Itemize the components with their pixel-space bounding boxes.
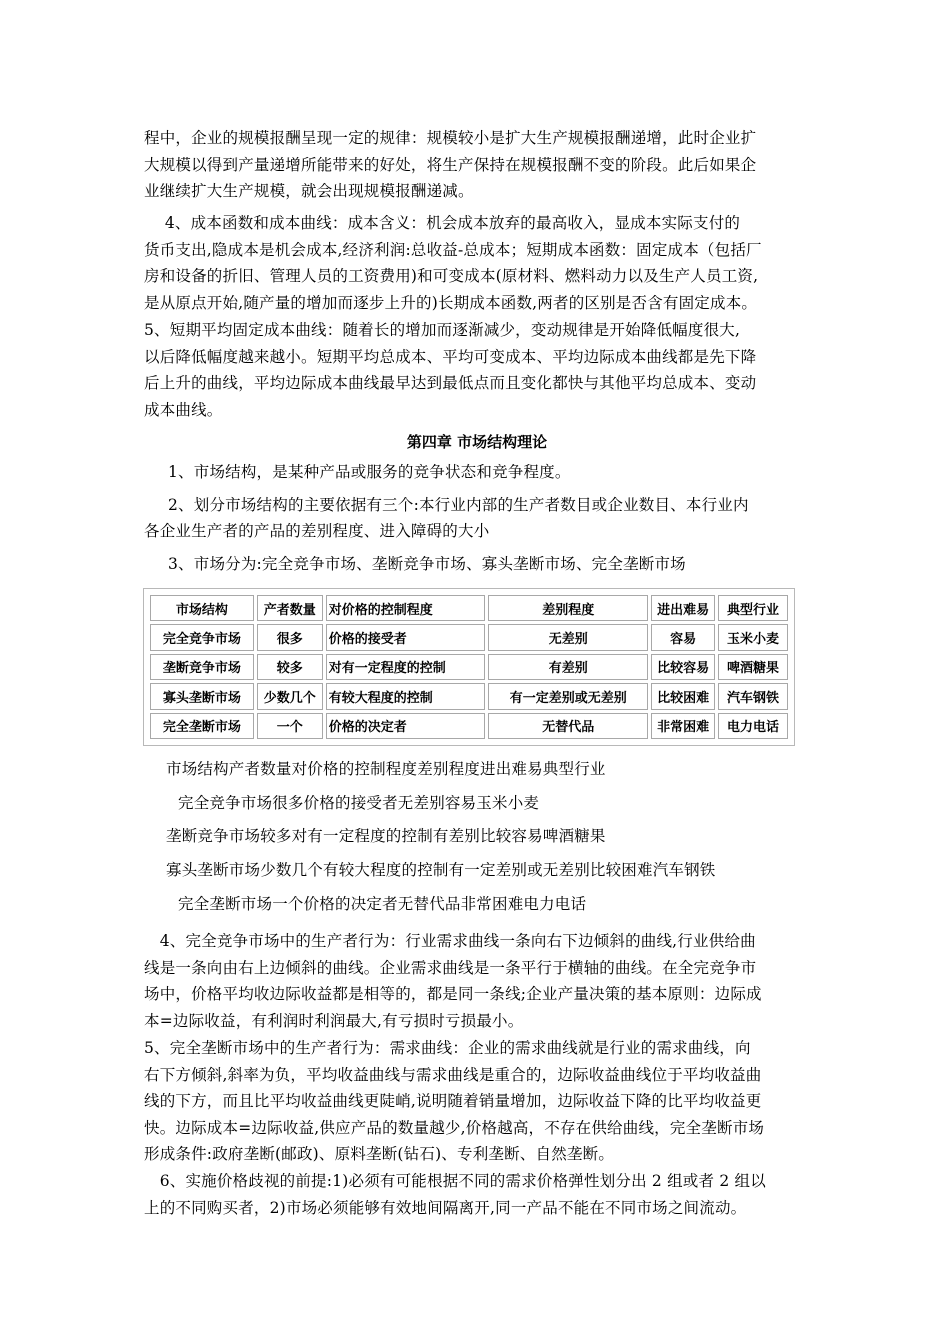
table-cell: 对价格的控制程度 <box>326 595 486 621</box>
table-cell: 汽车钢铁 <box>718 683 788 709</box>
paragraph-line: 线的下方，而且比平均收益曲线更陡峭,说明随着销量增加，边际收益下降的比平均收益更 <box>144 1092 762 1110</box>
paragraph-short-run-cost <box>144 317 810 423</box>
table-cell: 完全竞争市场 <box>150 624 254 650</box>
table-cell: 无差别 <box>488 624 648 650</box>
market-structure-table <box>143 588 795 746</box>
paragraph-line: 右下方倾斜,斜率为负，平均收益曲线与需求曲线是重合的，边际收益曲线位于平均收益曲 <box>144 1065 762 1084</box>
paragraph-line: 5、完全垄断市场中的生产者行为：需求曲线：企业的需求曲线就是行业的需求曲线，向 <box>144 1039 751 1057</box>
paragraph-line: 场中，价格平均收边际收益都是相等的，都是同一条线;企业产量决策的基本原则：边际成 <box>144 985 762 1003</box>
chapter-intro-line: 1、市场结构，是某种产品或服务的竞争状态和竞争程度。 <box>168 463 571 481</box>
chapter-title: 第四章 市场结构理论 <box>406 433 548 451</box>
paragraph-line: 形成条件:政府垄断(邮政)、原料垄断(钻石)、专利垄断、自然垄断。 <box>144 1145 615 1163</box>
table-cell: 有较大程度的控制 <box>326 683 486 709</box>
table-row <box>150 654 788 680</box>
table-cell: 有一定差别或无差别 <box>488 683 648 709</box>
paragraph-monopoly <box>144 1035 810 1168</box>
table-cell: 典型行业 <box>718 595 788 621</box>
table-cell: 非常困难 <box>651 713 715 739</box>
table-cell: 电力电话 <box>718 713 788 739</box>
table-cell: 差别程度 <box>488 595 648 621</box>
paragraph-cost-function <box>144 210 810 316</box>
paragraph-line: 以后降低幅度越来越小。短期平均总成本、平均可变成本、平均边际成本曲线都是先下降 <box>144 347 757 366</box>
paragraph-line: 线是一条向由右上边倾斜的曲线。企业需求曲线是一条平行于横轴的曲线。在全完竞争市 <box>144 958 757 977</box>
flat-table-line: 市场结构产者数量对价格的控制程度差别程度进出难易典型行业 <box>166 760 606 778</box>
flat-table-line: 寡头垄断市场少数几个有较大程度的控制有一定差别或无差别比较困难汽车钢铁 <box>166 861 716 879</box>
paragraph-line: 货币支出,隐成本是机会成本,经济利润:总收益-总成本；短期成本函数：固定成本（包括厂 <box>144 240 762 259</box>
table-row <box>150 683 788 709</box>
chapter-intro-line: 3、市场分为:完全竞争市场、垄断竞争市场、寡头垄断市场、完全垄断市场 <box>168 555 686 573</box>
table-row <box>150 624 788 650</box>
flat-table-line: 垄断竞争市场较多对有一定程度的控制有差别比较容易啤酒糖果 <box>166 827 606 845</box>
paragraph-line: 业继续扩大生产规模，就会出现规模报酬递减。 <box>144 182 474 200</box>
table-row <box>150 713 788 739</box>
table-cell: 很多 <box>257 624 323 650</box>
table-cell: 市场结构 <box>150 595 254 621</box>
paragraph-line: 程中，企业的规模报酬呈现一定的规律：规模较小是扩大生产规模报酬递增，此时企业扩 <box>144 129 757 147</box>
paragraph-price-discrimination <box>144 1168 810 1221</box>
table-cell: 玉米小麦 <box>718 624 788 650</box>
paragraph-line: 房和设备的折旧、管理人员的工资费用)和可变成本(原材料、燃料动力以及生产人员工资, <box>144 267 759 285</box>
table-cell: 垄断竞争市场 <box>150 654 254 680</box>
table-cell: 较多 <box>257 654 323 680</box>
chapter-intro-line: 各企业生产者的产品的差别程度、进入障碍的大小 <box>144 522 490 540</box>
paragraph-line: 是从原点开始,随产量的增加而逐步上升的)长期成本函数,两者的区别是否含有固定成本。 <box>144 293 758 312</box>
table-header-row <box>150 595 788 621</box>
table-cell: 啤酒糖果 <box>718 654 788 680</box>
paragraph-line: 6、实施价格歧视的前提:1)必须有可能根据不同的需求价格弹性划分出 2 组或者 2 组以 <box>144 1172 766 1190</box>
table-cell: 寡头垄断市场 <box>150 683 254 709</box>
paragraph-perfect-competition <box>144 928 810 1034</box>
table-cell: 比较困难 <box>651 683 715 709</box>
paragraph-line: 4、成本函数和成本曲线：成本含义：机会成本放弃的最高收入，显成本实际支付的 <box>144 214 741 232</box>
table-cell: 无替代品 <box>488 713 648 739</box>
paragraph-line: 大规模以得到产量递增所能带来的好处，将生产保持在规模报酬不变的阶段。此后如果企 <box>144 155 757 174</box>
table-cell: 对有一定程度的控制 <box>326 654 486 680</box>
paragraph-line: 快。边际成本=边际收益,供应产品的数量越少,价格越高，不存在供给曲线，完全垄断市场 <box>144 1118 765 1137</box>
paragraph-line: 成本曲线。 <box>144 400 223 419</box>
chapter-intro-line: 2、划分市场结构的主要依据有三个:本行业内部的生产者数目或企业数目、本行业内 <box>168 496 749 514</box>
paragraph-line: 5、短期平均固定成本曲线：随着长的增加而逐渐减少，变动规律是开始降低幅度很大, <box>144 321 741 339</box>
table-cell: 价格的接受者 <box>326 624 486 650</box>
table-cell: 进出难易 <box>651 595 715 621</box>
market-structure-grid <box>147 592 791 742</box>
table-cell: 少数几个 <box>257 683 323 709</box>
table-cell: 产者数量 <box>257 595 323 621</box>
paragraph-scale-returns <box>144 125 810 205</box>
paragraph-line: 后上升的曲线，平均边际成本曲线最早达到最低点而且变化都快与其他平均总成本、变动 <box>144 374 757 392</box>
paragraph-line: 本=边际收益，有利润时利润最大,有亏损时亏损最小。 <box>144 1011 524 1030</box>
flat-table-line: 完全垄断市场一个价格的决定者无替代品非常困难电力电话 <box>178 895 587 913</box>
table-cell: 完全垄断市场 <box>150 713 254 739</box>
table-cell: 比较容易 <box>651 654 715 680</box>
paragraph-line: 上的不同购买者，2)市场必须能够有效地间隔离开,同一产品不能在不同市场之间流动。 <box>144 1198 747 1217</box>
table-cell: 价格的决定者 <box>326 713 486 739</box>
flat-table-line: 完全竞争市场很多价格的接受者无差别容易玉米小麦 <box>178 794 540 812</box>
table-cell: 有差别 <box>488 654 648 680</box>
table-cell: 容易 <box>651 624 715 650</box>
paragraph-line: 4、完全竞争市场中的生产者行为：行业需求曲线一条向右下边倾斜的曲线,行业供给曲 <box>144 932 756 950</box>
table-cell: 一个 <box>257 713 323 739</box>
